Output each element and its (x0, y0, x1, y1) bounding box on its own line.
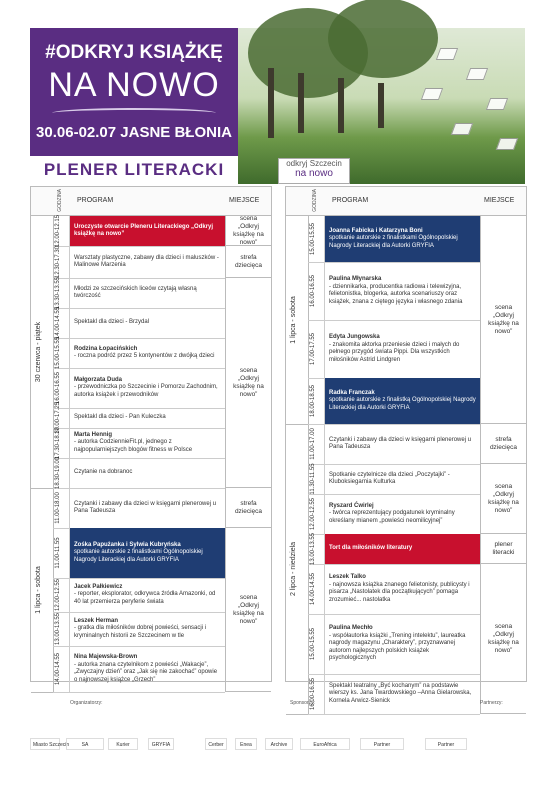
place-cell: plener literacki (480, 534, 526, 564)
schedule-row (53, 216, 225, 247)
speaker-name: Rodzina Łopacińskich (74, 345, 138, 352)
speaker-name: Zośka Papużanka i Sylwia Kubryńska (74, 541, 181, 548)
schedule-row (53, 612, 225, 647)
schedule-row (308, 534, 480, 565)
time-cell (53, 401, 70, 435)
sponsor-logo: Cerber (205, 738, 227, 750)
schedule-row (308, 494, 480, 535)
sponsors-footer (30, 700, 525, 760)
column-header-place: MIEJSCE (229, 197, 260, 204)
column-header-program: PROGRAM (332, 197, 369, 204)
event-description: - twórca reprezentujący podgatunek kryminalny określany mianem „powieści neomilicyjnej” (329, 510, 455, 524)
program-cell (70, 646, 225, 692)
event-description: spotkanie autorskie z finalistkami Ogólnopolskiej Nagrody Literackiej dla Autorki GRYFIA (74, 549, 203, 563)
event-description: Czytanki i zabawy dla dzieci w księgarni plenerowej u Pana Tadeusza (74, 500, 217, 514)
column-header-place: MIEJSCE (484, 197, 515, 204)
schedule-row (53, 428, 225, 459)
sponsors-label: Sponsorzy: (290, 700, 316, 706)
event-description: - znakomita aktorka przeniesie dzieci i małych do pełnego przygód świata Pippi. Dla wszystkich miłośników Astrid Lindgren (329, 341, 460, 363)
schedule-row (53, 338, 225, 369)
time-cell (308, 216, 325, 262)
time-cell (308, 464, 325, 494)
schedule-row (53, 646, 225, 693)
place-cell: scena „Odkryj książkę na nowo” (480, 564, 526, 714)
speaker-name: Marta Hennig (74, 431, 113, 438)
time-cell (53, 528, 70, 578)
header-hashtag: #ODKRYJ KSIĄŻKĘ (45, 42, 223, 63)
time-text: 17.00-17.25 (55, 401, 61, 435)
speaker-name: Leszek Herman (74, 617, 119, 624)
time-text: 14.00-14.55 (310, 572, 316, 606)
program-cell (70, 368, 225, 408)
schedule-row (308, 320, 480, 379)
schedule-row (53, 488, 225, 529)
event-description: - współautorka książki „Trening intelektu”, laureatka nagrody magazynu „Charaktery”, przyznawanej autorom najlepszych polskich książek psychologicznych (329, 632, 466, 662)
day-label: 30 czerwca - piątek (35, 321, 42, 383)
program-cell (70, 458, 225, 488)
program-cell (70, 338, 225, 368)
schedule-row (308, 614, 480, 675)
time-cell (53, 458, 70, 488)
time-text: 11.00-11.55 (55, 537, 61, 569)
time-text: 12.00-12.55 (55, 578, 61, 612)
time-cell (53, 308, 70, 338)
header-dates: 30.06-02.07 JASNE BŁONIA (36, 124, 232, 141)
time-text: 12.00-12.15 (55, 214, 61, 248)
program-cell (70, 578, 225, 612)
time-cell (53, 246, 70, 278)
speaker-name: Małgorzata Duda (74, 376, 123, 383)
program-cell (325, 320, 480, 378)
time-text: 18.00-18.55 (310, 384, 316, 418)
speaker-name: Tort dla miłośników literatury (329, 545, 413, 552)
schedule-row (308, 216, 480, 263)
time-text: 18.30-19.00 (55, 456, 61, 490)
speaker-name: Paulina Mechło (329, 625, 373, 632)
program-cell (70, 612, 225, 646)
program-cell (70, 428, 225, 458)
event-description: - autorka CodziennieFit.pl, jednego z najpopularniejszych blogów fitness w Polsce (74, 439, 193, 453)
program-cell (325, 424, 480, 464)
schedule-row (53, 368, 225, 409)
schedule-row (53, 458, 225, 489)
partners-label: Partnerzy: (480, 700, 503, 706)
column-header-time: GODZINA (312, 189, 318, 212)
schedule-row (308, 424, 480, 465)
header-banner (30, 28, 238, 156)
sponsor-logo: GRYFIA (148, 738, 174, 750)
speaker-name: Uroczyste otwarcie Pleneru Literackiego „Odkryj książkę na nowo” (74, 223, 214, 237)
event-description: - przewodniczka po Szczecinie i Pomorzu Zachodnim, autorka książek i przewodników (74, 384, 218, 398)
place-cell: strefa dziecięca (225, 488, 271, 528)
column-header-program: PROGRAM (77, 197, 114, 204)
time-cell (53, 338, 70, 368)
day-column (31, 216, 54, 489)
open-book-icon (52, 108, 216, 118)
program-cell (325, 216, 480, 262)
place-cell: strefa dziecięca (480, 424, 526, 464)
time-cell (308, 424, 325, 464)
program-cell (325, 534, 480, 564)
schedule-row (53, 528, 225, 579)
time-text: 11.00-18.00 (55, 492, 61, 524)
time-cell (308, 564, 325, 614)
time-text: 13.00-13.55 (310, 532, 316, 566)
event-description: - gratka dla miłośników dobrej powieści, sensacji i kryminalnych historii ze Szczecinem w tle (74, 625, 207, 639)
time-text: 16.00-16.55 (310, 274, 316, 308)
event-description: Spektakl dla dzieci - Brzydal (74, 319, 150, 326)
sponsor-logo: Archive (265, 738, 293, 750)
event-description: - najnowsza książka znanego felietonisty, publicysty i pisarza „Nastolatek dla początkujących” pomaga zrozumieć... nastolatka (329, 581, 470, 603)
speaker-name: Leszek Talko (329, 574, 366, 580)
event-description: Spotkanie czytelnicze dla dzieci „Poczytajki” - Kluboksiegarnia Kulturka (329, 471, 450, 485)
place-cell: scena „Odkryj książkę na nowo” (480, 216, 526, 424)
place-cell: scena „Odkryj książkę na nowo” (225, 528, 271, 692)
speaker-name: Nina Majewska-Brown (74, 654, 138, 660)
place-cell: scena „Odkryj książkę na nowo” (225, 216, 271, 246)
time-cell (53, 278, 70, 308)
event-description: Spektakl teatralny „Być kochanym” na podstawie wierszy ks. Jana Twardowskiego –Anna Gielarowska, Kornela Arwicz-Sienick (329, 682, 472, 704)
place-cell: scena „Odkryj książkę na nowo” (225, 278, 271, 488)
time-cell (53, 612, 70, 646)
speaker-name: Jacek Pałkiewicz (74, 583, 123, 590)
place-cell: scena „Odkryj książkę na nowo” (480, 464, 526, 534)
program-cell (325, 464, 480, 494)
sponsor-logo: Miasto Szczecin (30, 738, 60, 750)
header-subtitle: NA NOWO (48, 66, 220, 104)
speaker-name: Edyta Jungowska (329, 334, 380, 340)
time-cell (308, 614, 325, 674)
speaker-name: Joanna Fabicka i Katarzyna Boni (329, 227, 423, 234)
event-type-title: PLENER LITERACKI (30, 156, 238, 184)
time-text: 16.00-16.55 (55, 371, 61, 405)
time-cell (308, 494, 325, 534)
time-cell (308, 262, 325, 320)
schedule-row (53, 246, 225, 279)
schedule-row (308, 378, 480, 425)
sponsor-logo: Enea (235, 738, 257, 750)
day-column (31, 488, 54, 693)
time-text: 13.00-13.55 (55, 612, 61, 646)
time-text: 14.00-14.55 (55, 652, 61, 686)
organizers-label: Organizatorzy: (70, 700, 103, 706)
day-column (286, 424, 309, 715)
event-description: - dziennikarka, producentka radiowa i telewizyjna, felietonistka, blogerka, autorka scenariuszy oraz książek, znana z ciętego języka i własnego zdania (329, 283, 463, 305)
schedule-row (53, 278, 225, 309)
event-description: Spektakl dla dzieci - Pan Kuleczka (74, 414, 166, 421)
table-header (286, 187, 526, 216)
program-cell (325, 564, 480, 614)
event-description: spotkanie autorskie z finalistkami Ogólnopolskiej Nagrody Literackiej dla Autorki GRYFIA (329, 235, 458, 249)
sponsor-logo: Kurier (108, 738, 138, 750)
sponsor-logo: SA (66, 738, 104, 750)
schedule-row (308, 564, 480, 615)
program-cell (325, 262, 480, 320)
time-cell (53, 216, 70, 246)
time-text: 11.00-17.00 (310, 428, 316, 460)
day-label: 1 lipca - sobota (35, 566, 42, 614)
time-cell (308, 378, 325, 424)
time-cell (53, 578, 70, 612)
time-cell (53, 428, 70, 458)
day-label: 2 lipca - niedziela (290, 541, 297, 597)
time-cell (308, 320, 325, 378)
time-text: 17.30-18.30 (55, 426, 61, 460)
schedule-table-left (30, 186, 272, 686)
event-description: Warsztaty plastyczne, zabawy dla dzieci i maluszków - Malinowe Marzenia (74, 254, 219, 268)
time-cell (53, 646, 70, 692)
time-cell (308, 534, 325, 564)
time-cell (53, 488, 70, 528)
schedule-row (53, 578, 225, 613)
schedule-row (308, 262, 480, 321)
speaker-name: Ryszard Ćwirlej (329, 502, 374, 509)
event-description: spotkanie autorskie z finalistką Ogólnopolskiej Nagrody Literackiej dla Autorki GRYFIA (329, 397, 476, 411)
program-cell (70, 488, 225, 528)
table-header (31, 187, 271, 216)
speaker-name: Paulina Młynarska (329, 276, 382, 282)
program-cell (325, 614, 480, 674)
time-text: 14.00-14.55 (55, 306, 61, 340)
time-text: 16.00-16.55 (310, 677, 316, 711)
event-description: - reporter, eksplorator, odkrywca źródła Amazonki, od 40 lat przemierza peryferie świata (74, 591, 216, 605)
event-description: Czytanki i zabawy dla dzieci w księgarni plenerowej u Pana Tadeusza (329, 436, 472, 450)
time-text: 11.30-11.55 (310, 463, 316, 495)
program-cell (70, 308, 225, 338)
program-cell (325, 494, 480, 534)
time-text: 12.30-17.30 (55, 245, 61, 279)
event-description: Młodzi ze szczecińskich liceów czytają własną twórczość (74, 285, 197, 299)
event-description: Czytanie na dobranoc (74, 469, 133, 476)
speaker-name: Radka Franczak (329, 389, 375, 396)
schedule-row (308, 464, 480, 495)
sponsor-logo: EuroAfrica (300, 738, 350, 750)
program-cell (70, 278, 225, 308)
day-column (286, 216, 309, 425)
sponsor-logo: Partner (425, 738, 467, 750)
program-cell (70, 246, 225, 278)
time-text: 15.00-15.55 (310, 627, 316, 661)
day-label: 1 lipca - sobota (290, 296, 297, 344)
schedule-row (53, 308, 225, 339)
event-description: - roczna podróż przez 5 kontynentów z dwójką dzieci (74, 353, 215, 359)
place-cell: strefa dziecięca (225, 246, 271, 278)
time-text: 12.00-12.55 (310, 497, 316, 531)
sponsor-logo: Partner (360, 738, 404, 750)
time-text: 15.00-15.55 (310, 222, 316, 256)
time-text: 17.00-17.55 (310, 332, 316, 366)
column-header-time: GODZINA (57, 189, 63, 212)
program-cell (325, 378, 480, 424)
event-description: - autorka znana czytelnikom z powieści „Wakacje”, „Zwyczajny dzień” oraz „Jak się nie zakochać” opowie o najnowszej książce „Grzech” (74, 661, 218, 683)
program-cell (70, 408, 225, 428)
time-text: 15.00-15.55 (55, 336, 61, 370)
program-cell (70, 216, 225, 246)
program-cell (70, 528, 225, 578)
szczecin-logo: odkryj Szczecin na nowo (278, 158, 350, 184)
time-text: 13.30-13.55 (55, 276, 61, 310)
